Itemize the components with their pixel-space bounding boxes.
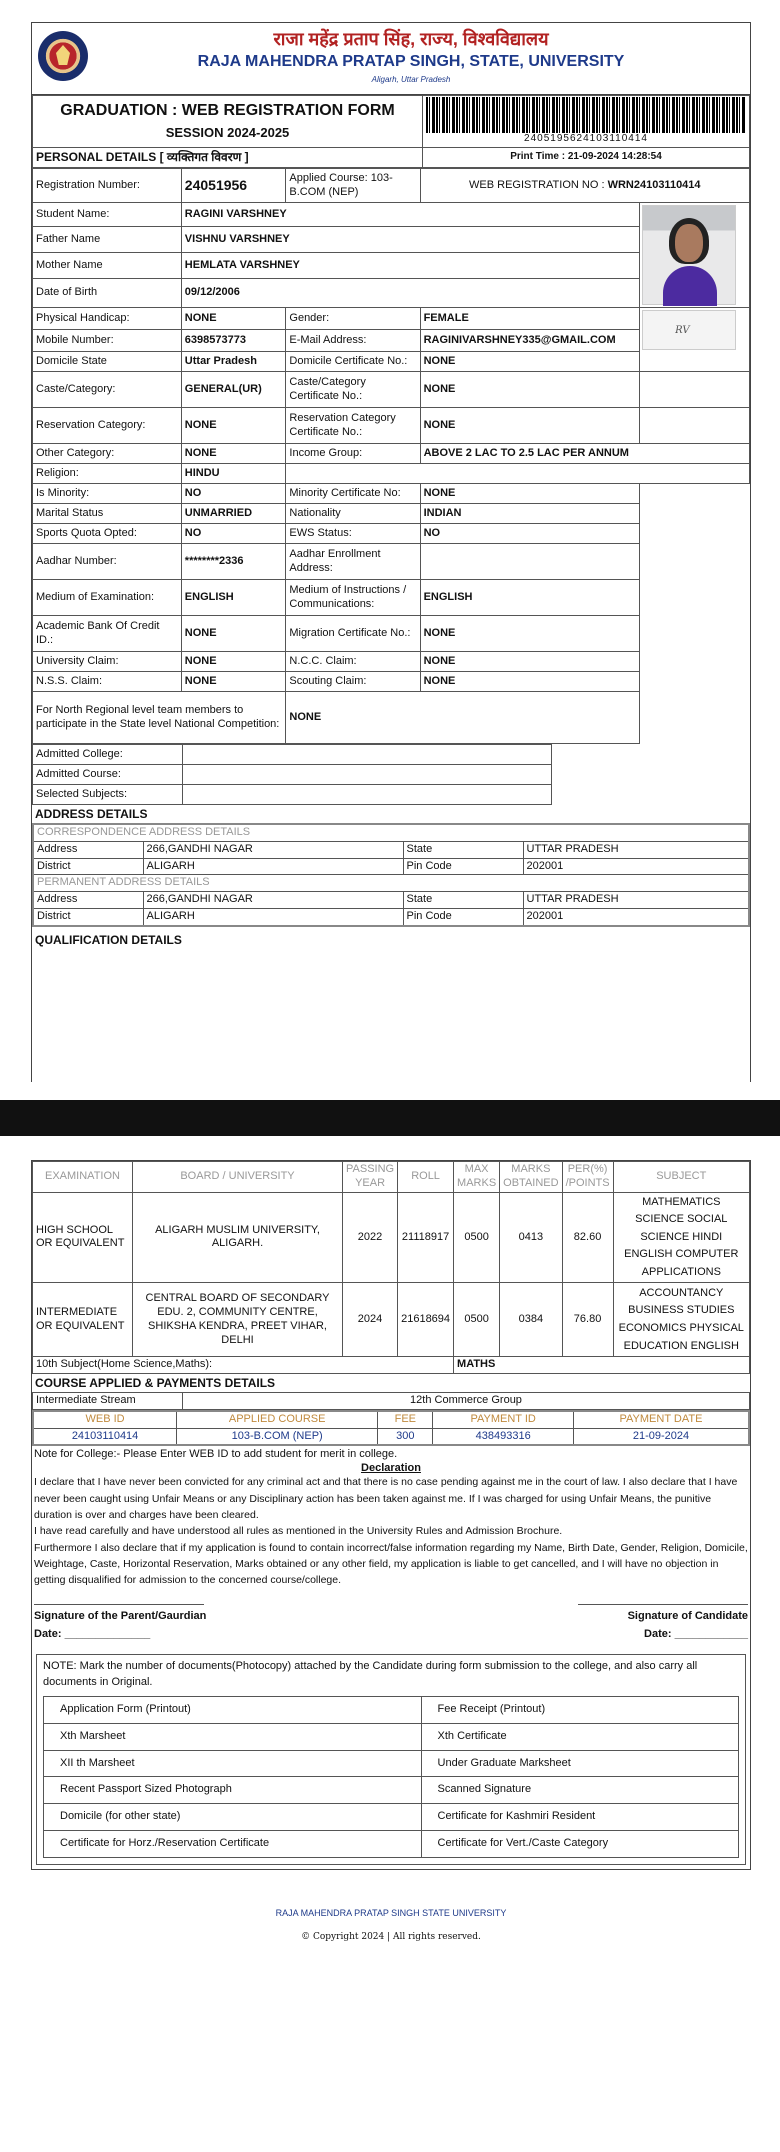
declaration-text-3: Furthermore I also declare that if my application is found to contain incorrect/false information regarding my Name, Birth Date, Gender, Religion, Domicile, Weightage, Caste, Horizontal Reservation, Marks obtained or any other field, my application is liable to get cancelled, and I will have no objection in getting disqualified for admission to the concerned course/college. — [34, 1541, 748, 1587]
field-value: NONE — [181, 444, 286, 464]
field-label: Caste/Category Certificate No.: — [286, 372, 420, 408]
field-label: Other Category: — [33, 444, 182, 464]
field-value: NONE — [420, 616, 640, 652]
field-value: ALIGARH — [143, 858, 403, 875]
page-separator — [0, 1100, 780, 1136]
field-value: FEMALE — [420, 308, 640, 330]
field-label: District — [33, 858, 143, 875]
session: SESSION 2024-2025 — [165, 125, 290, 141]
field-value: GENERAL(UR) — [181, 372, 286, 408]
table-cell: 0500 — [454, 1283, 500, 1357]
field-value: NO — [181, 524, 286, 544]
table-cell: CENTRAL BOARD OF SECONDARY EDU. 2, COMMUNITY CENTRE, SHIKSHA KENDRA, PREET VIHAR, DELHI — [133, 1283, 343, 1357]
field-label: Domicile Certificate No.: — [286, 352, 420, 372]
personal-details-heading: PERSONAL DETAILS [ व्यक्तिगत विवरण ] — [33, 148, 423, 168]
candidate-signature-label: Signature of Candidate — [627, 1610, 748, 1623]
table-cell: 0500 — [454, 1192, 500, 1283]
document-item: Application Form (Printout) — [44, 1697, 422, 1724]
field-value: NONE — [420, 652, 640, 672]
field-value: 266,GANDHI NAGAR — [143, 841, 403, 858]
mother-name: HEMLATA VARSHNEY — [181, 253, 639, 279]
university-header — [32, 23, 750, 95]
student-name-label: Student Name: — [33, 203, 182, 227]
applied-course-value: 103-B.COM (NEP) — [177, 1428, 378, 1445]
course-heading: COURSE APPLIED & PAYMENTS DETAILS — [35, 1376, 276, 1391]
field-label: Medium of Instructions / Communications: — [286, 580, 420, 616]
field-value: 6398573773 — [181, 330, 286, 352]
reg-value: 24051956 — [181, 169, 286, 203]
field-label: Address — [33, 841, 143, 858]
admitted-course-label: Admitted Course: — [33, 765, 183, 785]
column-header: PAYMENT DATE — [573, 1411, 749, 1428]
field-value: 266,GANDHI NAGAR — [143, 892, 403, 909]
table-cell: HIGH SCHOOL OR EQUIVALENT — [33, 1192, 133, 1283]
form-title-table — [32, 95, 750, 168]
field-label: EWS Status: — [286, 524, 420, 544]
field-label: Scouting Claim: — [286, 672, 420, 692]
column-header: FEE — [378, 1411, 433, 1428]
field-value: NONE — [181, 616, 286, 652]
documents-box — [36, 1654, 746, 1864]
field-label: N.C.C. Claim: — [286, 652, 420, 672]
table-cell: 21618694 — [398, 1283, 454, 1357]
field-label: District — [33, 908, 143, 925]
field-value: ENGLISH — [420, 580, 640, 616]
field-label: Reservation Category Certificate No.: — [286, 408, 420, 444]
document-item: XII th Marsheet — [44, 1750, 422, 1777]
date-label: Date: — [644, 1628, 672, 1641]
stream-label: Intermediate Stream — [33, 1393, 183, 1410]
webreg-value: WRN24103110414 — [607, 178, 701, 191]
field-value: NONE — [181, 308, 286, 330]
field-label: State — [403, 841, 523, 858]
documents-table — [43, 1696, 739, 1858]
university-title-hindi: राजा महेंद्र प्रताप सिंह, राज्य, विश्वविद्यालय — [273, 29, 549, 49]
barcode-icon — [426, 97, 746, 133]
column-header: EXAMINATION — [33, 1162, 133, 1193]
field-label: Pin Code — [403, 908, 523, 925]
footer-university: RAJA MAHENDRA PRATAP SINGH STATE UNIVERSITY — [275, 1908, 507, 1918]
admitted-college-label: Admitted College: — [33, 745, 183, 765]
field-value: INDIAN — [420, 504, 640, 524]
field-label: E-Mail Address: — [286, 330, 420, 352]
page-two: EXAMINATION BOARD / UNIVERSITY PASSING YEAR ROLL MAX MARKS MARKS OBTAINED PER(%) /POINTS SUBJECT HIGH SCHOOL OR EQUIVALENT ALIGARH MUSLIM UNIVERSITY, ALIGARH. 2022 21118917 0500 0413 82.60 MATHEMATICS SCIENCE SOCIAL SCIENCE HINDI ENGLISH COMPUTER APPLICATIONS INTERMEDIATE OR EQUIVALENT CENTRAL BOARD OF SECONDARY EDU. 2, COMMUNITY CENTRE, SHIKSHA KENDRA, PREET VIHAR, DELHI 2024 21618694 0500 0384 76.80 ACCOUNTANCY BUSINESS STUDIES ECONOMICS PHYSICAL EDUCATION ENGLISH 10th Subject(Home Science,Maths): MATHS COURSE APPLIED & PAYMENTS DETAILS Intermediate Stream 12th Commerce Group WEB ID APPLIED COURSE FEE PAYMENT ID PAYMENT DATE 24103110414 103-B.COM (NEP) 300 438493316 21-09-2024 Note for College:- Please Enter WEB ID to add student for merit in college. Declaration I declare that I have never been convicted for any criminal act and that there is no case pending against me in the court of law. I also declare that I have never been caught using Unfair Means or any Disciplinary action has been taken against me. If I was charged for using Unfair Means, the punitive duration is over and charges have been cleared. I have read carefully and have understood all rules as mentioned in the University Rules and Admission Brochure. Furthermore I also declare that if my application is found to contain incorrect/false information regarding my Name, Birth Date, Gender, Religion, Domicile, Weightage, Caste, Horizontal Reservation, Marks obtained or any other field, my application is liable to get cancelled, and I will have no objection in getting disqualified for admission to the concerned course/college. Signature of the Parent/Gaurdian Signature of Candidate Date: ______________ Date: ____________ NOTE: Mark the number of documents(Photocopy) attached by the Candidate during form submission to the college, and also carry all documents in Original. Application Form (Printout) Fee Receipt (Printout) Xth Marsheet Xth Certificate XII th Marsheet Under Graduate Marksheet Recent Passport Sized Photograph Scanned Signature Domicile (for other state) Certificate for Kashmiri Resident Certificate for Horz./Reservation Certificate Certificate for Vert./Caste Category — [31, 1160, 751, 1870]
field-value: NONE — [420, 672, 640, 692]
field-value: UNMARRIED — [181, 504, 286, 524]
university-location: Aligarh, Uttar Pradesh — [371, 75, 451, 84]
address-heading: ADDRESS DETAILS — [35, 807, 148, 821]
field-label: Marital Status — [33, 504, 182, 524]
footer-copyright: © Copyright 2024 | All rights reserved. — [301, 1932, 481, 1942]
column-header: PER(%) /POINTS — [562, 1162, 613, 1193]
field-label: Nationality — [286, 504, 420, 524]
document-item: Under Graduate Marksheet — [421, 1750, 738, 1777]
field-label: Aadhar Number: — [33, 544, 182, 580]
field-label: Physical Handicap: — [33, 308, 182, 330]
table-cell: 21118917 — [398, 1192, 454, 1283]
field-value: Uttar Pradesh — [181, 352, 286, 372]
document-item: Xth Certificate — [421, 1723, 738, 1750]
north-regional-label: For North Regional level team members to participate in the State level National Competition: — [33, 692, 286, 744]
qualification-table — [32, 1161, 750, 1374]
documents-note: NOTE: Mark the number of documents(Photocopy) attached by the Candidate during form submission to the college, and also carry all documents in Original. — [43, 1660, 698, 1688]
column-header: BOARD / UNIVERSITY — [133, 1162, 343, 1193]
table-cell: 76.80 — [562, 1283, 613, 1357]
dob-label: Date of Birth — [33, 279, 182, 308]
field-label: Sports Quota Opted: — [33, 524, 182, 544]
student-name: RAGINI VARSHNEY — [181, 203, 639, 227]
field-value: NONE — [420, 484, 640, 504]
table-cell: 0413 — [500, 1192, 562, 1283]
field-label: Migration Certificate No.: — [286, 616, 420, 652]
field-label: Pin Code — [403, 858, 523, 875]
field-value: UTTAR PRADESH — [523, 841, 749, 858]
table-cell: 82.60 — [562, 1192, 613, 1283]
reg-label: Registration Number: — [33, 169, 182, 203]
field-value: NONE — [181, 408, 286, 444]
field-label: Gender: — [286, 308, 420, 330]
father-name: VISHNU VARSHNEY — [181, 226, 639, 252]
stream-table — [32, 1392, 750, 1410]
column-header: MAX MARKS — [454, 1162, 500, 1193]
college-note: Note for College:- Please Enter WEB ID to add student for merit in college. — [34, 1448, 398, 1461]
field-label: Address — [33, 892, 143, 909]
declaration-heading: Declaration — [361, 1462, 421, 1475]
table-cell: ALIGARH MUSLIM UNIVERSITY, ALIGARH. — [133, 1192, 343, 1283]
field-value: ENGLISH — [181, 580, 286, 616]
date-label: Date: — [34, 1628, 62, 1641]
document-item: Certificate for Kashmiri Resident — [421, 1804, 738, 1831]
column-header: MARKS OBTAINED — [500, 1162, 562, 1193]
selected-subjects-label: Selected Subjects: — [33, 785, 183, 805]
field-label: Domicile State — [33, 352, 182, 372]
fee: 300 — [378, 1428, 433, 1445]
document-item: Certificate for Vert./Caste Category — [421, 1830, 738, 1857]
admitted-table — [32, 744, 552, 805]
field-label: Medium of Examination: — [33, 580, 182, 616]
payment-date: 21-09-2024 — [573, 1428, 749, 1445]
religion-value: HINDU — [181, 464, 286, 484]
column-header: APPLIED COURSE — [177, 1411, 378, 1428]
field-value: ALIGARH — [143, 908, 403, 925]
address-table — [32, 823, 750, 927]
qualification-heading: QUALIFICATION DETAILS — [35, 932, 182, 947]
field-label: Income Group: — [286, 444, 420, 464]
form-title: GRADUATION : WEB REGISTRATION FORM — [60, 102, 395, 120]
dob: 09/12/2006 — [181, 279, 639, 308]
payment-table — [32, 1410, 750, 1447]
field-value: NONE — [420, 372, 640, 408]
document-item: Fee Receipt (Printout) — [421, 1697, 738, 1724]
column-header: ROLL — [398, 1162, 454, 1193]
field-label: University Claim: — [33, 652, 182, 672]
field-value: 202001 — [523, 858, 749, 875]
barcode-number: 2405195624103110414 — [524, 133, 648, 145]
candidate-signature-image: RV — [642, 310, 736, 350]
field-value — [420, 544, 640, 580]
field-value: RAGINIVARSHNEY335@GMAIL.COM — [420, 330, 640, 352]
document-item: Recent Passport Sized Photograph — [44, 1777, 422, 1804]
parent-signature-label: Signature of the Parent/Gaurdian — [34, 1610, 207, 1623]
web-id: 24103110414 — [33, 1428, 177, 1445]
table-cell: 0384 — [500, 1283, 562, 1357]
document-item: Domicile (for other state) — [44, 1804, 422, 1831]
correspondence-heading: CORRESPONDENCE ADDRESS DETAILS — [33, 824, 749, 841]
field-value: NONE — [181, 672, 286, 692]
permanent-heading: PERMANENT ADDRESS DETAILS — [33, 875, 749, 892]
field-label: Academic Bank Of Credit ID.: — [33, 616, 182, 652]
page-one — [31, 22, 751, 1082]
table-cell: 2022 — [343, 1192, 398, 1283]
column-header: PASSING YEAR — [343, 1162, 398, 1193]
field-value: NO — [181, 484, 286, 504]
tenth-subject-value: MATHS — [454, 1357, 750, 1374]
field-value: 202001 — [523, 908, 749, 925]
field-label: Aadhar Enrollment Address: — [286, 544, 420, 580]
column-header: SUBJECT — [613, 1162, 749, 1193]
field-label: Minority Certificate No: — [286, 484, 420, 504]
father-name-label: Father Name — [33, 226, 182, 252]
table-cell: ACCOUNTANCY BUSINESS STUDIES ECONOMICS PHYSICAL EDUCATION ENGLISH — [613, 1283, 749, 1357]
field-value: NONE — [420, 352, 640, 372]
field-label: N.S.S. Claim: — [33, 672, 182, 692]
field-label: Mobile Number: — [33, 330, 182, 352]
personal-details-table — [32, 168, 750, 744]
university-title: RAJA MAHENDRA PRATAP SINGH, STATE, UNIVERSITY — [197, 53, 625, 70]
religion-label: Religion: — [33, 464, 182, 484]
field-value: NONE — [181, 652, 286, 672]
field-value: ********2336 — [181, 544, 286, 580]
field-label: Reservation Category: — [33, 408, 182, 444]
field-value: ABOVE 2 LAC TO 2.5 LAC PER ANNUM — [420, 444, 749, 464]
declaration-text-2: I have read carefully and have understood all rules as mentioned in the University Rules and Admission Brochure. — [34, 1525, 563, 1538]
stream-value: 12th Commerce Group — [183, 1393, 750, 1410]
candidate-photo — [642, 205, 736, 305]
field-value: UTTAR PRADESH — [523, 892, 749, 909]
applied-course: Applied Course: 103-B.COM (NEP) — [286, 169, 420, 203]
field-label: State — [403, 892, 523, 909]
document-item: Xth Marsheet — [44, 1723, 422, 1750]
field-value: NONE — [420, 408, 640, 444]
field-value: NO — [420, 524, 640, 544]
print-time: Print Time : 21-09-2024 14:28:54 — [423, 148, 750, 168]
field-label: Is Minority: — [33, 484, 182, 504]
document-item: Scanned Signature — [421, 1777, 738, 1804]
document-item: Certificate for Horz./Reservation Certificate — [44, 1830, 422, 1857]
column-header: PAYMENT ID — [433, 1411, 574, 1428]
declaration-text-1: I declare that I have never been convicted for any criminal act and that there is no case pending against me in the court of law. I also declare that I have never been caught using Unfair Means or any Disciplinary action has been taken against me. If I was charged for using Unfair Means, the punitive duration is over and charges have been cleared. — [34, 1476, 738, 1521]
payment-id: 438493316 — [433, 1428, 574, 1445]
table-cell: INTERMEDIATE OR EQUIVALENT — [33, 1283, 133, 1357]
column-header: WEB ID — [33, 1411, 177, 1428]
webreg-label: WEB REGISTRATION NO : — [469, 178, 605, 191]
mother-name-label: Mother Name — [33, 253, 182, 279]
table-cell: 2024 — [343, 1283, 398, 1357]
tenth-subject-label: 10th Subject(Home Science,Maths): — [33, 1357, 454, 1374]
north-regional-value: NONE — [286, 692, 640, 744]
field-label: Caste/Category: — [33, 372, 182, 408]
table-cell: MATHEMATICS SCIENCE SOCIAL SCIENCE HINDI ENGLISH COMPUTER APPLICATIONS — [613, 1192, 749, 1283]
